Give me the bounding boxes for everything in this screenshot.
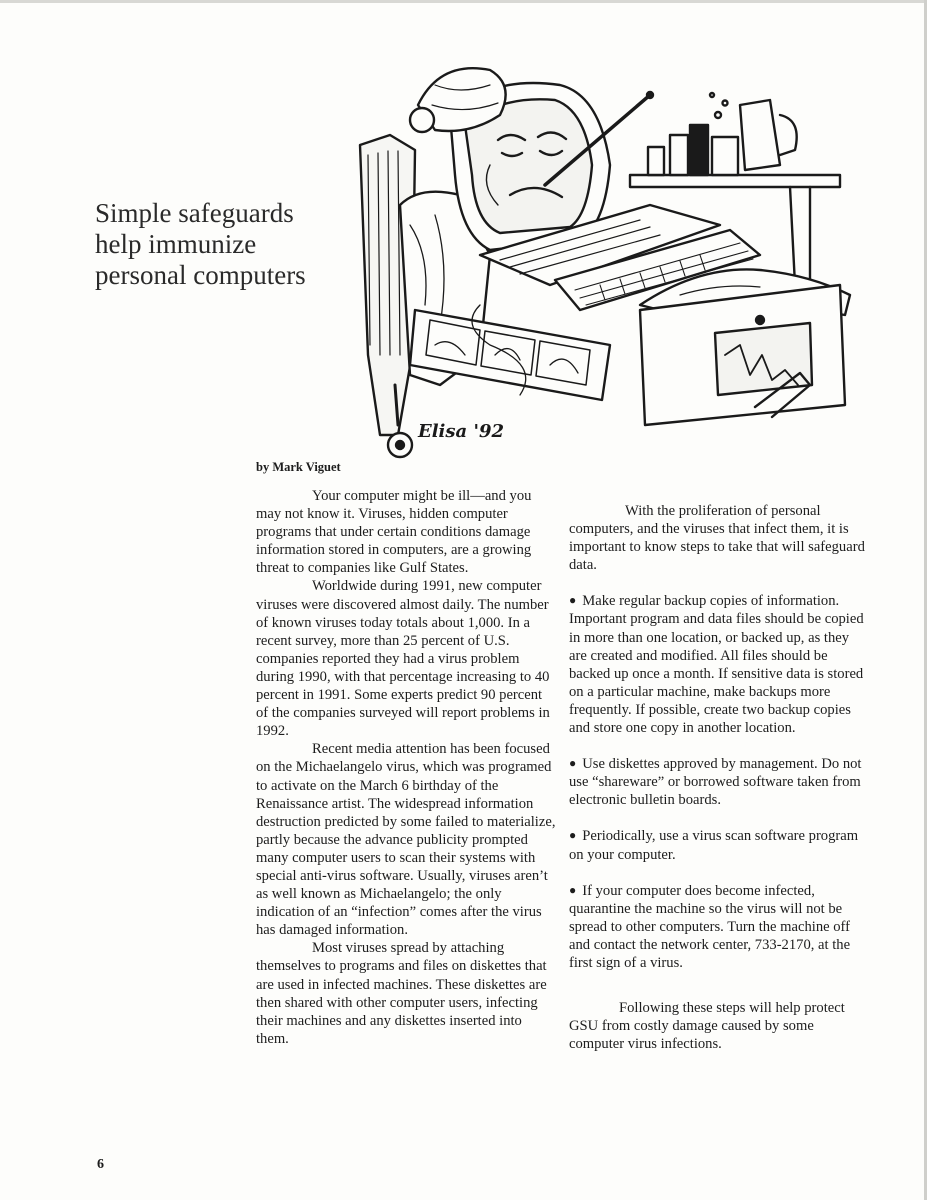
page-edge — [0, 0, 927, 3]
article-headline — [95, 198, 345, 291]
body-paragraph: Worldwide during 1991, new computer viruses were discovered almost daily. The number of known viruses today totals about 1,000. In a recent survey, more than 25 percent of U.S. companies reported they had a virus problem during 1990, with that percentage increasing to 40 percent in 1991. Some experts predict 90 percent of the companies surveyed will report problems in 1992. — [256, 578, 550, 740]
body-paragraph: Most viruses spread by attaching themselves to programs and files on diskettes that are used in infected machines. These diskettes are then shared with other computer users, infecting their machines and any diskettes inserted into them. — [256, 940, 547, 1047]
headline-line-1: Simple safeguards — [95, 198, 294, 228]
body-paragraph: Recent media attention has been focused on the Michaelangelo virus, which was programed to activate on the March 6 birthday of the Renaissance artist. The widespread information destruction predicted by some failed to materialize, partly because the advance publicity prompted many computer users to scan their systems with special anti-virus software. Usually, viruses aren’t as well known as Michaelangelo; the only indication of an “infection” comes after the virus has damaged information. — [256, 741, 556, 939]
cartoon-signature: Elisa '92 — [418, 421, 505, 442]
headline-line-3: personal computers — [95, 260, 306, 290]
article-column-left — [256, 487, 556, 1048]
safeguard-bullet: ● If your computer does become infected, quarantine the machine so the virus will not be spread to other computers. Turn the machine off and contact the network center, 733-2170, at the first sign of a virus. — [569, 882, 869, 972]
byline: by Mark Viguet — [256, 460, 341, 474]
safeguard-bullet: ● Use diskettes approved by management. Do not use “shareware” or borrowed software taken from electronic bulletin boards. — [569, 755, 869, 809]
body-paragraph: Your computer might be ill—and you may not know it. Viruses, hidden computer programs that under certain conditions damage information stored in computers, are a growing threat to companies like Gulf States. — [256, 488, 532, 577]
headline-line-2: help immunize — [95, 229, 257, 259]
closing-paragraph: Following these steps will help protect GSU from costly damage caused by some computer virus infections. — [569, 1000, 845, 1053]
safeguard-bullet: ● Make regular backup copies of information. Important program and data files should be copied in more than one location, or backed up, as they are created and modified. All files should be backed up once a month. If sensitive data is stored on a particular machine, make backups more frequently. If possible, create two backup copies and store one copy in another location. — [569, 592, 869, 737]
body-paragraph: With the proliferation of personal computers, and the viruses that infect them, it is important to know steps to take that will safeguard data. — [569, 503, 865, 574]
page-number: 6 — [97, 1157, 104, 1172]
article-column-right — [569, 484, 869, 1053]
sick-computer-cartoon — [340, 55, 860, 467]
safeguard-bullet: ● Periodically, use a virus scan software program on your computer. — [569, 827, 869, 863]
